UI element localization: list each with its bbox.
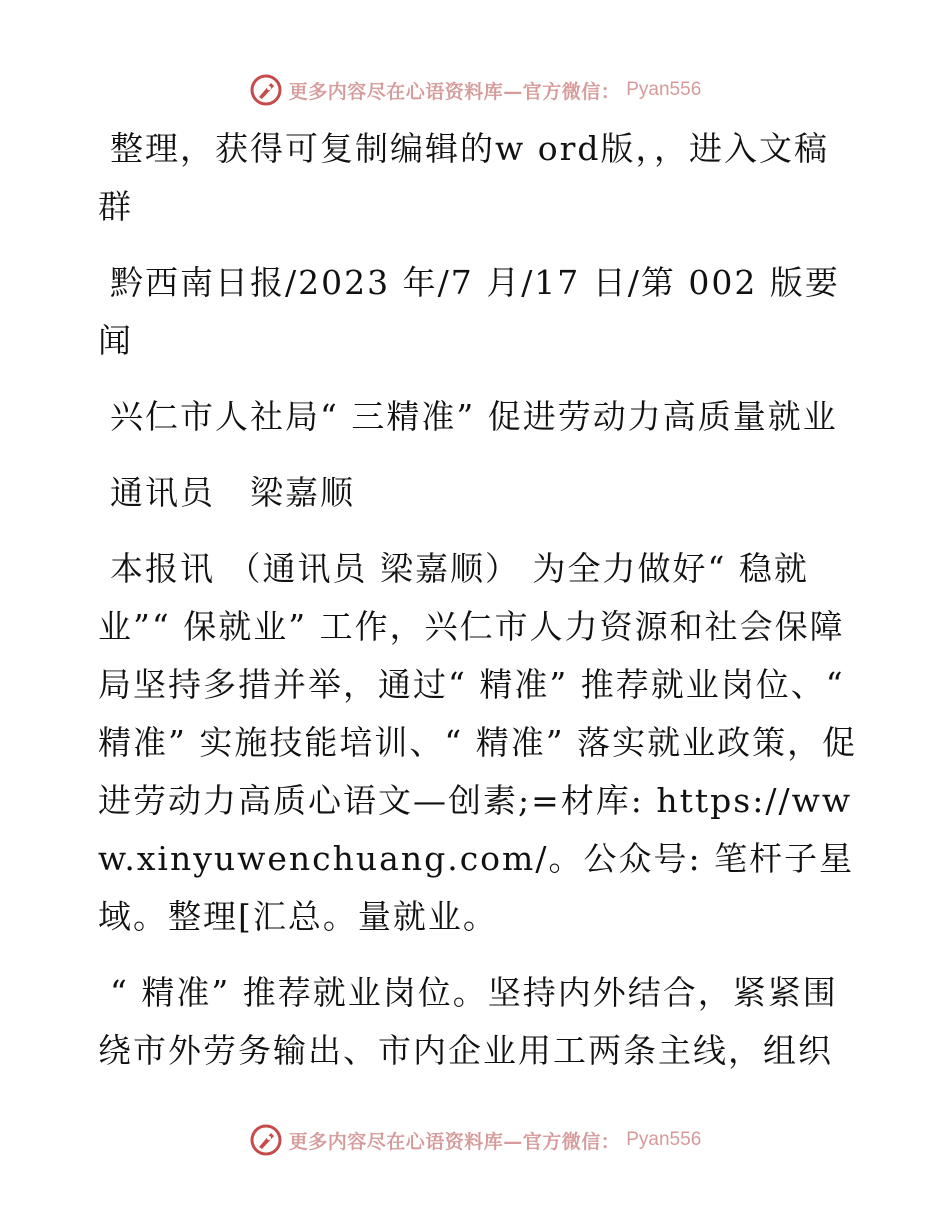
watermark-wechat-id: Pyan556: [626, 1129, 702, 1150]
header-watermark: [0, 70, 950, 110]
paragraph-source: 黔西南日报/2023 年/7 月/17 日/第 002 版要闻: [98, 263, 840, 360]
watermark-text: 更多内容尽在心语资料库—官方微信：: [288, 1130, 621, 1153]
paragraph-intro: 整理，获得可复制编辑的w ord版，，进入文稿群: [98, 129, 830, 226]
paragraph-lead: 本报讯 （通讯员 梁嘉顺） 为全力做好“ 稳就业”“ 保就业” 工作，兴仁市人力资源和社会保障局坚持多措并举，通过“ 精准” 推荐就业岗位、“ 精准” 实施技能培训、“ 精准” 落实就业政策，促进劳动力高质心语文—创素;=材库: https://www.xinyuwenchuang.com/。公众号: 笔杆子星域。整理[汇总。量就业。: [98, 549, 858, 936]
paragraph-body: “ 精准” 推荐就业岗位。坚持内外结合，紧紧围绕市外劳务输出、市内企业用工两条主线，组织: [98, 973, 838, 1070]
watermark-text: 更多内容尽在心语资料库—官方微信：: [288, 80, 621, 103]
document-body: [98, 120, 858, 1098]
footer-watermark: [0, 1120, 950, 1160]
paragraph-headline: 兴仁市人社局“ 三精准” 促进劳动力高质量就业: [110, 397, 838, 436]
pen-nib-circle-icon: [249, 73, 283, 107]
watermark-wechat-id: Pyan556: [626, 79, 702, 100]
paragraph-byline: 通讯员 梁嘉顺: [110, 473, 355, 512]
pen-nib-circle-icon: [249, 1123, 283, 1157]
